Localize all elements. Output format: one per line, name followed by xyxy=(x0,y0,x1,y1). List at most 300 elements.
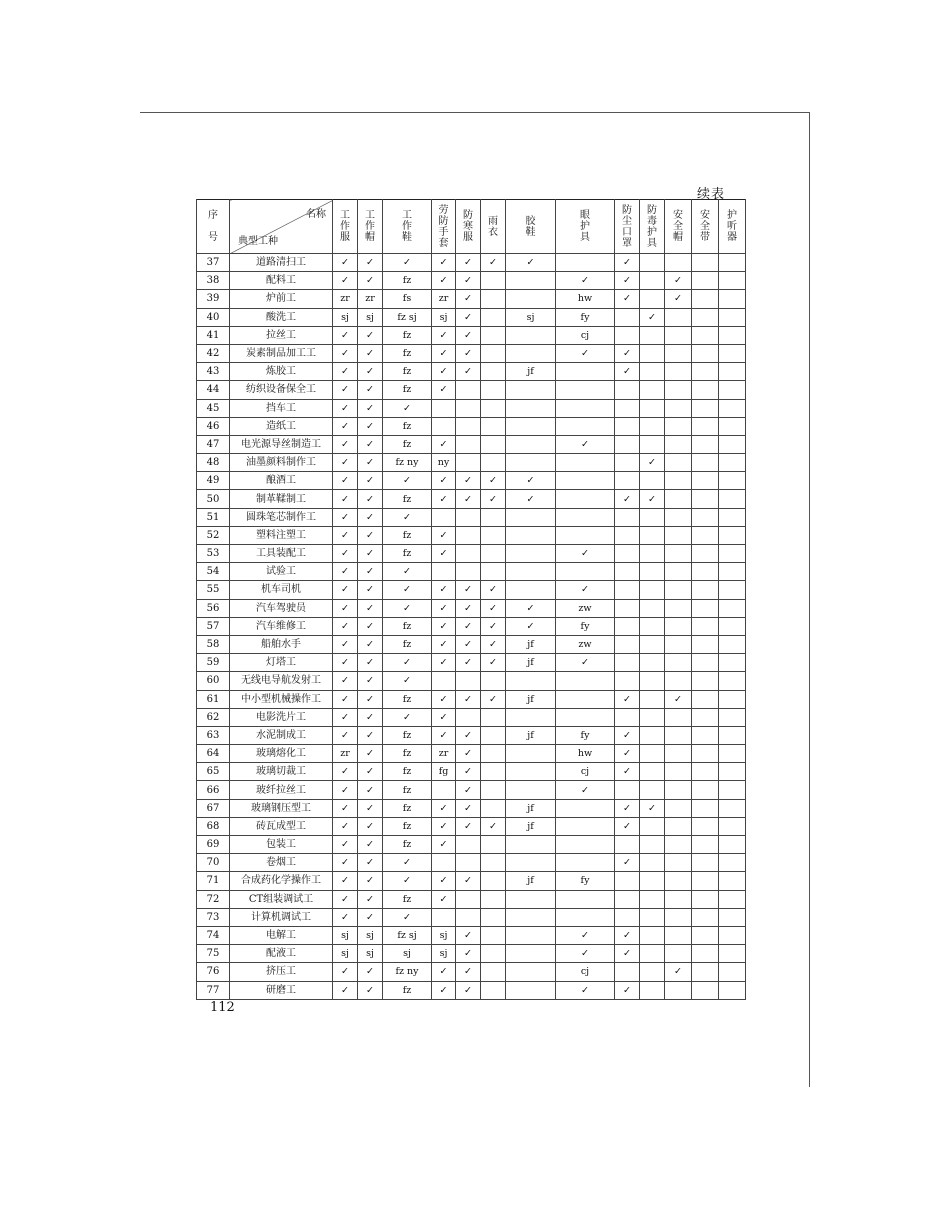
ppe-cell: ✓ xyxy=(456,290,481,308)
ppe-cell: ✓ xyxy=(358,254,383,272)
table-row xyxy=(197,272,746,290)
ppe-cell xyxy=(556,472,615,490)
ppe-cell xyxy=(719,799,746,817)
ppe-cell xyxy=(692,363,719,381)
ppe-cell: ✓ xyxy=(333,363,358,381)
ppe-cell xyxy=(481,672,506,690)
ppe-cell: fg xyxy=(432,763,456,781)
ppe-cell: ✓ xyxy=(456,654,481,672)
ppe-cell xyxy=(506,435,556,453)
ppe-cell xyxy=(432,908,456,926)
ppe-cell: sj xyxy=(432,308,456,326)
ppe-cell xyxy=(640,563,665,581)
table-row xyxy=(197,854,746,872)
ppe-cell xyxy=(556,890,615,908)
ppe-cell xyxy=(665,981,692,999)
ppe-cell xyxy=(481,326,506,344)
ppe-cell xyxy=(456,381,481,399)
ppe-cell: ✓ xyxy=(333,344,358,362)
ppe-cell: sj xyxy=(333,926,358,944)
ppe-cell xyxy=(506,272,556,290)
table-row xyxy=(197,526,746,544)
ppe-cell: ✓ xyxy=(615,726,640,744)
page-number: 112 xyxy=(210,1000,235,1015)
ppe-cell: ✓ xyxy=(383,872,432,890)
ppe-cell xyxy=(665,945,692,963)
ppe-cell xyxy=(615,526,640,544)
ppe-cell: ✓ xyxy=(456,963,481,981)
ppe-cell xyxy=(665,908,692,926)
ppe-cell xyxy=(615,599,640,617)
ppe-cell: ✓ xyxy=(333,654,358,672)
row-number: 47 xyxy=(197,435,230,453)
ppe-cell xyxy=(692,563,719,581)
ppe-cell xyxy=(692,726,719,744)
row-number: 56 xyxy=(197,599,230,617)
ppe-cell xyxy=(615,781,640,799)
ppe-cell xyxy=(692,308,719,326)
ppe-cell xyxy=(481,454,506,472)
ppe-cell xyxy=(665,817,692,835)
ppe-cell: jf xyxy=(506,817,556,835)
ppe-cell xyxy=(665,890,692,908)
ppe-cell xyxy=(719,963,746,981)
ppe-cell xyxy=(556,563,615,581)
ppe-cell: ✓ xyxy=(383,854,432,872)
ppe-cell: sj xyxy=(383,945,432,963)
ppe-cell: ✓ xyxy=(333,326,358,344)
ppe-cell: ✓ xyxy=(456,472,481,490)
row-number: 67 xyxy=(197,799,230,817)
ppe-cell: ✓ xyxy=(615,290,640,308)
ppe-cell xyxy=(665,363,692,381)
diagonal-header xyxy=(230,200,333,254)
ppe-cell: ✓ xyxy=(456,599,481,617)
ppe-cell: ✓ xyxy=(383,908,432,926)
ppe-cell xyxy=(692,963,719,981)
ppe-cell xyxy=(506,290,556,308)
ppe-cell xyxy=(556,254,615,272)
ppe-cell xyxy=(506,763,556,781)
row-number: 46 xyxy=(197,417,230,435)
ppe-cell: ✓ xyxy=(333,763,358,781)
row-number: 77 xyxy=(197,981,230,999)
ppe-cell: ✓ xyxy=(665,690,692,708)
ppe-cell: hw xyxy=(556,745,615,763)
ppe-cell: fz xyxy=(383,745,432,763)
ppe-cell xyxy=(506,581,556,599)
ppe-cell: cj xyxy=(556,326,615,344)
table-row xyxy=(197,726,746,744)
ppe-cell xyxy=(481,872,506,890)
ppe-cell: ✓ xyxy=(432,381,456,399)
ppe-cell xyxy=(481,290,506,308)
table-row xyxy=(197,363,746,381)
ppe-cell: ✓ xyxy=(615,344,640,362)
row-number: 59 xyxy=(197,654,230,672)
ppe-cell: ✓ xyxy=(358,399,383,417)
ppe-cell xyxy=(481,908,506,926)
job-name: 包装工 xyxy=(230,836,333,854)
table-row xyxy=(197,308,746,326)
ppe-cell xyxy=(615,399,640,417)
job-name: 水泥制成工 xyxy=(230,726,333,744)
table-row xyxy=(197,672,746,690)
ppe-cell xyxy=(640,435,665,453)
col-header: 工作鞋 xyxy=(383,200,432,254)
ppe-cell xyxy=(481,399,506,417)
ppe-cell: zr xyxy=(432,290,456,308)
ppe-cell: ✓ xyxy=(556,344,615,362)
ppe-cell xyxy=(640,654,665,672)
ppe-cell: ✓ xyxy=(481,654,506,672)
col-header: 工作帽 xyxy=(358,200,383,254)
job-name: 砖瓦成型工 xyxy=(230,817,333,835)
ppe-cell: ✓ xyxy=(358,672,383,690)
ppe-cell xyxy=(640,708,665,726)
ppe-cell: ✓ xyxy=(481,490,506,508)
ppe-cell: zr xyxy=(432,745,456,763)
ppe-cell xyxy=(481,799,506,817)
ppe-cell: ✓ xyxy=(333,726,358,744)
ppe-cell xyxy=(481,745,506,763)
ppe-cell xyxy=(719,545,746,563)
ppe-cell xyxy=(692,508,719,526)
job-name: 电影洗片工 xyxy=(230,708,333,726)
ppe-cell: ✓ xyxy=(432,617,456,635)
ppe-cell xyxy=(719,817,746,835)
table-row xyxy=(197,545,746,563)
row-number: 38 xyxy=(197,272,230,290)
ppe-cell xyxy=(719,635,746,653)
ppe-cell: ✓ xyxy=(640,490,665,508)
ppe-cell xyxy=(481,726,506,744)
ppe-cell: ✓ xyxy=(665,272,692,290)
ppe-cell xyxy=(692,617,719,635)
row-number: 43 xyxy=(197,363,230,381)
table-row xyxy=(197,472,746,490)
ppe-cell xyxy=(556,690,615,708)
ppe-cell: ✓ xyxy=(456,763,481,781)
job-name: 灯塔工 xyxy=(230,654,333,672)
ppe-cell: ✓ xyxy=(358,617,383,635)
ppe-cell xyxy=(640,926,665,944)
ppe-cell: ✓ xyxy=(481,635,506,653)
table-row xyxy=(197,836,746,854)
ppe-cell xyxy=(692,581,719,599)
ppe-cell xyxy=(665,399,692,417)
ppe-cell: ✓ xyxy=(640,308,665,326)
ppe-cell: fz xyxy=(383,817,432,835)
ppe-cell xyxy=(692,526,719,544)
ppe-cell: ✓ xyxy=(333,890,358,908)
ppe-cell xyxy=(692,381,719,399)
ppe-cell: ✓ xyxy=(358,635,383,653)
col-header: 护听器 xyxy=(719,200,746,254)
ppe-cell xyxy=(481,272,506,290)
ppe-cell xyxy=(719,308,746,326)
ppe-cell xyxy=(692,654,719,672)
ppe-cell: ✓ xyxy=(358,726,383,744)
ppe-cell xyxy=(692,399,719,417)
ppe-cell xyxy=(692,708,719,726)
ppe-cell xyxy=(556,526,615,544)
row-number: 37 xyxy=(197,254,230,272)
ppe-cell xyxy=(719,563,746,581)
ppe-cell: ✓ xyxy=(358,854,383,872)
continued-label: 续表 xyxy=(697,187,726,202)
ppe-cell: fz xyxy=(383,690,432,708)
ppe-cell: ✓ xyxy=(432,799,456,817)
ppe-cell xyxy=(640,726,665,744)
ppe-cell: fz xyxy=(383,635,432,653)
row-number: 42 xyxy=(197,344,230,362)
ppe-cell: ✓ xyxy=(432,272,456,290)
table-row xyxy=(197,617,746,635)
ppe-cell: ✓ xyxy=(333,872,358,890)
ppe-cell: ✓ xyxy=(506,254,556,272)
ppe-cell xyxy=(640,817,665,835)
ppe-cell: ✓ xyxy=(333,417,358,435)
table-row xyxy=(197,763,746,781)
ppe-cell: ✓ xyxy=(333,981,358,999)
job-name: 拉丝工 xyxy=(230,326,333,344)
job-name: 试验工 xyxy=(230,563,333,581)
ppe-cell: ✓ xyxy=(556,781,615,799)
table-row xyxy=(197,326,746,344)
ppe-cell: ✓ xyxy=(432,963,456,981)
job-name: CT组装调试工 xyxy=(230,890,333,908)
ppe-cell xyxy=(692,854,719,872)
ppe-cell xyxy=(692,690,719,708)
row-number: 73 xyxy=(197,908,230,926)
row-number: 50 xyxy=(197,490,230,508)
ppe-cell xyxy=(640,672,665,690)
ppe-cell xyxy=(506,381,556,399)
ppe-cell: ✓ xyxy=(333,399,358,417)
ppe-cell: ✓ xyxy=(333,599,358,617)
ppe-cell xyxy=(640,872,665,890)
ppe-cell: ✓ xyxy=(506,472,556,490)
table-row xyxy=(197,417,746,435)
job-name: 制革鞣制工 xyxy=(230,490,333,508)
ppe-cell xyxy=(692,344,719,362)
ppe-cell: ✓ xyxy=(615,490,640,508)
ppe-cell xyxy=(640,272,665,290)
ppe-cell xyxy=(692,872,719,890)
ppe-cell: ✓ xyxy=(456,617,481,635)
ppe-cell xyxy=(719,926,746,944)
ppe-cell xyxy=(615,381,640,399)
table-row xyxy=(197,435,746,453)
ppe-cell: ✓ xyxy=(358,781,383,799)
ppe-cell xyxy=(615,708,640,726)
ppe-cell xyxy=(556,508,615,526)
job-name: 炼胶工 xyxy=(230,363,333,381)
ppe-cell: jf xyxy=(506,799,556,817)
ppe-cell xyxy=(640,581,665,599)
ppe-cell: ✓ xyxy=(333,672,358,690)
ppe-cell xyxy=(640,381,665,399)
job-name: 玻纤拉丝工 xyxy=(230,781,333,799)
ppe-cell xyxy=(665,654,692,672)
ppe-cell: fz xyxy=(383,490,432,508)
col-header: 工作服 xyxy=(333,200,358,254)
ppe-cell: ✓ xyxy=(333,508,358,526)
ppe-cell: jf xyxy=(506,872,556,890)
ppe-cell: ✓ xyxy=(383,672,432,690)
table-row xyxy=(197,945,746,963)
ppe-cell: fz xyxy=(383,363,432,381)
ppe-cell: ✓ xyxy=(615,272,640,290)
row-number: 70 xyxy=(197,854,230,872)
ppe-cell: ✓ xyxy=(665,963,692,981)
ppe-cell xyxy=(665,745,692,763)
row-number: 65 xyxy=(197,763,230,781)
ppe-cell xyxy=(615,908,640,926)
table-row xyxy=(197,290,746,308)
ppe-cell xyxy=(692,745,719,763)
table-row xyxy=(197,454,746,472)
ppe-cell: ✓ xyxy=(456,726,481,744)
ppe-cell xyxy=(506,672,556,690)
ppe-cell: ✓ xyxy=(333,854,358,872)
ppe-cell: ✓ xyxy=(383,254,432,272)
ppe-cell: ✓ xyxy=(432,326,456,344)
ppe-cell xyxy=(692,272,719,290)
ppe-cell: fz xyxy=(383,726,432,744)
table-row xyxy=(197,563,746,581)
ppe-cell xyxy=(615,308,640,326)
ppe-cell: ✓ xyxy=(358,908,383,926)
ppe-cell xyxy=(692,545,719,563)
ppe-cell: fz xyxy=(383,836,432,854)
ppe-cell xyxy=(456,435,481,453)
ppe-cell xyxy=(506,854,556,872)
ppe-cell: ✓ xyxy=(432,981,456,999)
ppe-cell: ✓ xyxy=(432,344,456,362)
ppe-cell: ✓ xyxy=(333,708,358,726)
col-header: 安全帽 xyxy=(665,200,692,254)
ppe-cell: ✓ xyxy=(333,635,358,653)
job-name: 玻璃切裁工 xyxy=(230,763,333,781)
job-name: 油墨颜料制作工 xyxy=(230,454,333,472)
table-row xyxy=(197,399,746,417)
ppe-cell: ✓ xyxy=(556,545,615,563)
ppe-cell xyxy=(640,781,665,799)
ppe-cell xyxy=(640,763,665,781)
ppe-cell: ✓ xyxy=(383,708,432,726)
header-row xyxy=(197,200,746,254)
ppe-cell xyxy=(481,308,506,326)
ppe-cell: ✓ xyxy=(456,945,481,963)
ppe-cell xyxy=(692,908,719,926)
ppe-cell: fz xyxy=(383,763,432,781)
ppe-cell xyxy=(692,599,719,617)
row-number: 66 xyxy=(197,781,230,799)
ppe-cell: ✓ xyxy=(506,490,556,508)
ppe-cell xyxy=(665,545,692,563)
ppe-cell: zw xyxy=(556,599,615,617)
ppe-cell xyxy=(665,926,692,944)
ppe-cell xyxy=(692,254,719,272)
job-name: 酿酒工 xyxy=(230,472,333,490)
ppe-cell xyxy=(665,254,692,272)
ppe-cell xyxy=(640,508,665,526)
ppe-cell: ✓ xyxy=(432,254,456,272)
ppe-cell: ✓ xyxy=(615,363,640,381)
ppe-cell xyxy=(556,836,615,854)
ppe-cell xyxy=(692,926,719,944)
ppe-cell xyxy=(719,690,746,708)
col-header: 雨衣 xyxy=(481,200,506,254)
job-name: 酸洗工 xyxy=(230,308,333,326)
ppe-cell xyxy=(719,617,746,635)
ppe-cell: fz ny xyxy=(383,963,432,981)
row-number: 51 xyxy=(197,508,230,526)
ppe-cell xyxy=(615,581,640,599)
ppe-cell xyxy=(640,399,665,417)
ppe-cell xyxy=(692,890,719,908)
ppe-cell: ✓ xyxy=(556,926,615,944)
ppe-cell: ✓ xyxy=(481,581,506,599)
ppe-cell xyxy=(481,963,506,981)
ppe-cell xyxy=(719,399,746,417)
ppe-cell: ✓ xyxy=(333,435,358,453)
ppe-cell xyxy=(719,344,746,362)
ppe-cell xyxy=(481,563,506,581)
ppe-cell: ✓ xyxy=(665,290,692,308)
ppe-cell: zr xyxy=(358,290,383,308)
row-number: 48 xyxy=(197,454,230,472)
ppe-cell xyxy=(719,581,746,599)
col-header: 防尘口罩 xyxy=(615,200,640,254)
ppe-cell xyxy=(481,363,506,381)
ppe-cell xyxy=(719,272,746,290)
ppe-cell: ✓ xyxy=(506,617,556,635)
table-row xyxy=(197,690,746,708)
ppe-cell: ✓ xyxy=(615,817,640,835)
ppe-cell xyxy=(506,344,556,362)
ppe-cell: fz xyxy=(383,344,432,362)
ppe-cell: ✓ xyxy=(456,490,481,508)
ppe-cell: ✓ xyxy=(358,545,383,563)
ppe-cell xyxy=(456,563,481,581)
ppe-cell xyxy=(640,599,665,617)
ppe-cell: ✓ xyxy=(358,526,383,544)
job-name: 塑料注塑工 xyxy=(230,526,333,544)
ppe-cell: ✓ xyxy=(556,581,615,599)
ppe-cell xyxy=(719,363,746,381)
ppe-cell xyxy=(692,326,719,344)
ppe-cell: ✓ xyxy=(432,836,456,854)
job-name: 炉前工 xyxy=(230,290,333,308)
ppe-cell xyxy=(456,672,481,690)
ppe-cell: ✓ xyxy=(383,508,432,526)
table-row xyxy=(197,654,746,672)
ppe-cell xyxy=(640,526,665,544)
ppe-cell xyxy=(456,890,481,908)
ppe-cell xyxy=(719,254,746,272)
ppe-cell: sj xyxy=(333,945,358,963)
ppe-cell xyxy=(719,854,746,872)
job-name: 合成药化学操作工 xyxy=(230,872,333,890)
ppe-cell: fz sj xyxy=(383,926,432,944)
ppe-cell: ✓ xyxy=(358,963,383,981)
ppe-cell xyxy=(556,908,615,926)
job-name: 研磨工 xyxy=(230,981,333,999)
ppe-cell xyxy=(481,945,506,963)
